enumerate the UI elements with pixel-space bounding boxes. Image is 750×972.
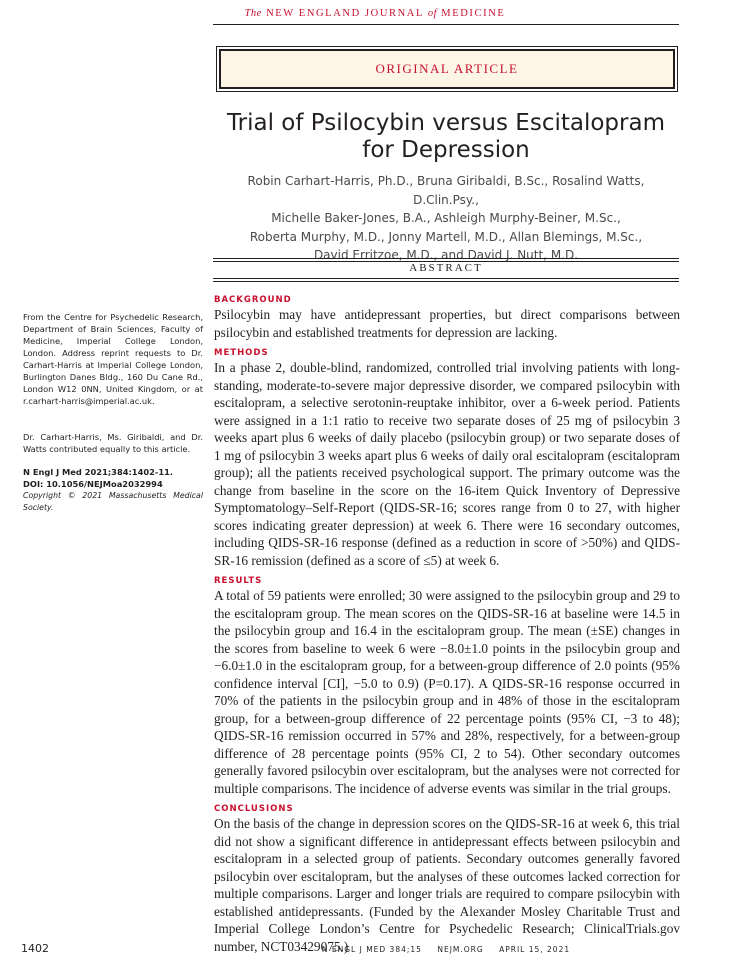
sidebar-citation: N Engl J Med 2021;384:1402-11. — [23, 467, 174, 477]
sidebar-citation-block — [23, 466, 203, 490]
footer-date: APRIL 15, 2021 — [499, 945, 571, 954]
conclusions-text: On the basis of the change in depression scores on the QIDS-SR-16 at week 6, this trial did not show a significant difference in antidepressant effects between psilocybin and escitalopram in a selected group of patients. Secondary outcomes generally favored psilocybin over escitalopram, but the analyses of these outcomes lacked correction for multiple comparisons. Larger and longer trials are required to compare psilocybin with established antidepressants. (Funded by the Alexander Mosley Charitable Trust and Imperial College London’s Centre for Psychedelic Research; ClinicalTrials.gov number, NCT03429075.) — [214, 816, 680, 954]
sidebar-doi: DOI: 10.1056/NEJMoa2032994 — [23, 479, 163, 489]
background-text: Psilocybin may have antidepressant properties, but direct comparisons between psilocybin and established treatments for depression are lacking. — [214, 307, 680, 340]
sidebar-contribution: Dr. Carhart-Harris, Ms. Giribaldi, and Dr. Watts contributed equally to this article. — [23, 432, 203, 454]
methods-text: In a phase 2, double-blind, randomized, controlled trial involving patients with long-standing, moderate-to-severe major depressive disorder, we compared psilocybin with escitalopram, a selective serotonin-reuptake inhibitor, over a 6-week period. Patients were assigned in a 1:1 ratio to receive two separate doses of 25 mg of psilocybin 3 weeks apart plus 6 weeks of daily placebo (psilocybin group) or two separate doses of 1 mg of psilocybin 3 weeks apart plus 6 weeks of daily oral escitalopram (escitalopram group); all the patients received psychological support. The primary outcome was the change from baseline in the score on the 16-item Quick Inventory of Depressive Symptomatology–Self-Report (QIDS-SR-16; scores range from 0 to 27, with higher scores indicating greater depression) at week 6. There were 16 secondary outcomes, including QIDS-SR-16 response (defined as a reduction in score of >50%) and QIDS-SR-16 remission (defined as a score of ≤5) at week 6. — [214, 360, 680, 568]
footer-journal: N ENGL J MED 384;15 — [321, 945, 422, 954]
abstract-heading: ABSTRACT — [409, 262, 483, 274]
article-label: ORIGINAL ARTICLE — [219, 49, 675, 89]
footer-site: NEJM.ORG — [437, 945, 484, 954]
background-heading: BACKGROUND — [214, 295, 292, 305]
masthead-journal: NEW ENGLAND JOURNAL — [266, 8, 424, 19]
author-line: Robin Carhart-Harris, Ph.D., Bruna Giribaldi, B.Sc., Rosalind Watts, D.Clin.Psy., — [247, 174, 645, 207]
journal-masthead — [0, 8, 750, 19]
abstract-bottom-rule — [213, 278, 679, 282]
page-footer — [213, 945, 679, 954]
masthead-medicine: MEDICINE — [441, 8, 506, 19]
masthead-rule — [213, 24, 679, 25]
methods-heading: METHODS — [214, 348, 269, 358]
page-number: 1402 — [21, 942, 49, 955]
article-label-box — [216, 46, 678, 92]
results-text: A total of 59 patients were enrolled; 30 were assigned to the psilocybin group and 29 to the escitalopram group. The mean scores on the QIDS-SR-16 at baseline were 14.5 in the psilocybin group and 16.4 in the escitalopram group. The mean (±SE) changes in the scores from baseline to week 6 were −8.0±1.0 points in the psilocybin group and −6.0±1.0 in the escitalopram group, for a between-group difference of 2.0 points (95% confidence interval [CI], −5.0 to 0.9) (P=0.17). A QIDS-SR-16 response occurred in 70% of the patients in the psilocybin group and in 48% of those in the escitalopram group, for a between-group difference of 22 percentage points (95% CI, −3 to 48); QIDS-SR-16 remission occurred in 57% and 28%, respectively, for a between-group difference of 28 percentage points (95% CI, 2 to 54). Other secondary outcomes generally favored psilocybin over escitalopram, but the analyses were not corrected for multiple comparisons. The incidence of adverse events was similar in the trial groups. — [214, 588, 680, 796]
abstract-body — [214, 294, 680, 961]
article-title: Trial of Psilocybin versus Escitalopram for Depression — [227, 110, 665, 163]
sidebar-copyright: Copyright © 2021 Massachusetts Medical Society. — [23, 491, 203, 512]
author-line: David Erritzoe, M.D., and David J. Nutt, M.D. — [313, 248, 579, 262]
author-line: Roberta Murphy, M.D., Jonny Martell, M.D., Allan Blemings, M.Sc., — [249, 229, 643, 244]
results-heading: RESULTS — [214, 576, 263, 586]
sidebar-affiliation: From the Centre for Psychedelic Research, Department of Brain Sciences, Faculty of Medicine, Imperial College London, London. Address reprint requests to Dr. Carhart-Harris at Imperial College London, Burlington Danes Bldg., 160 Du Cane Rd., London W12 0NN, United Kingdom, or at r.carhart-harris@imperial.ac.uk. — [23, 312, 203, 406]
conclusions-heading: CONCLUSIONS — [214, 804, 294, 814]
author-line: Michelle Baker-Jones, B.A., Ashleigh Murphy-Beiner, M.Sc., — [271, 211, 621, 225]
masthead-of: of — [427, 8, 438, 19]
author-list — [213, 172, 679, 265]
masthead-the: The — [244, 8, 262, 19]
